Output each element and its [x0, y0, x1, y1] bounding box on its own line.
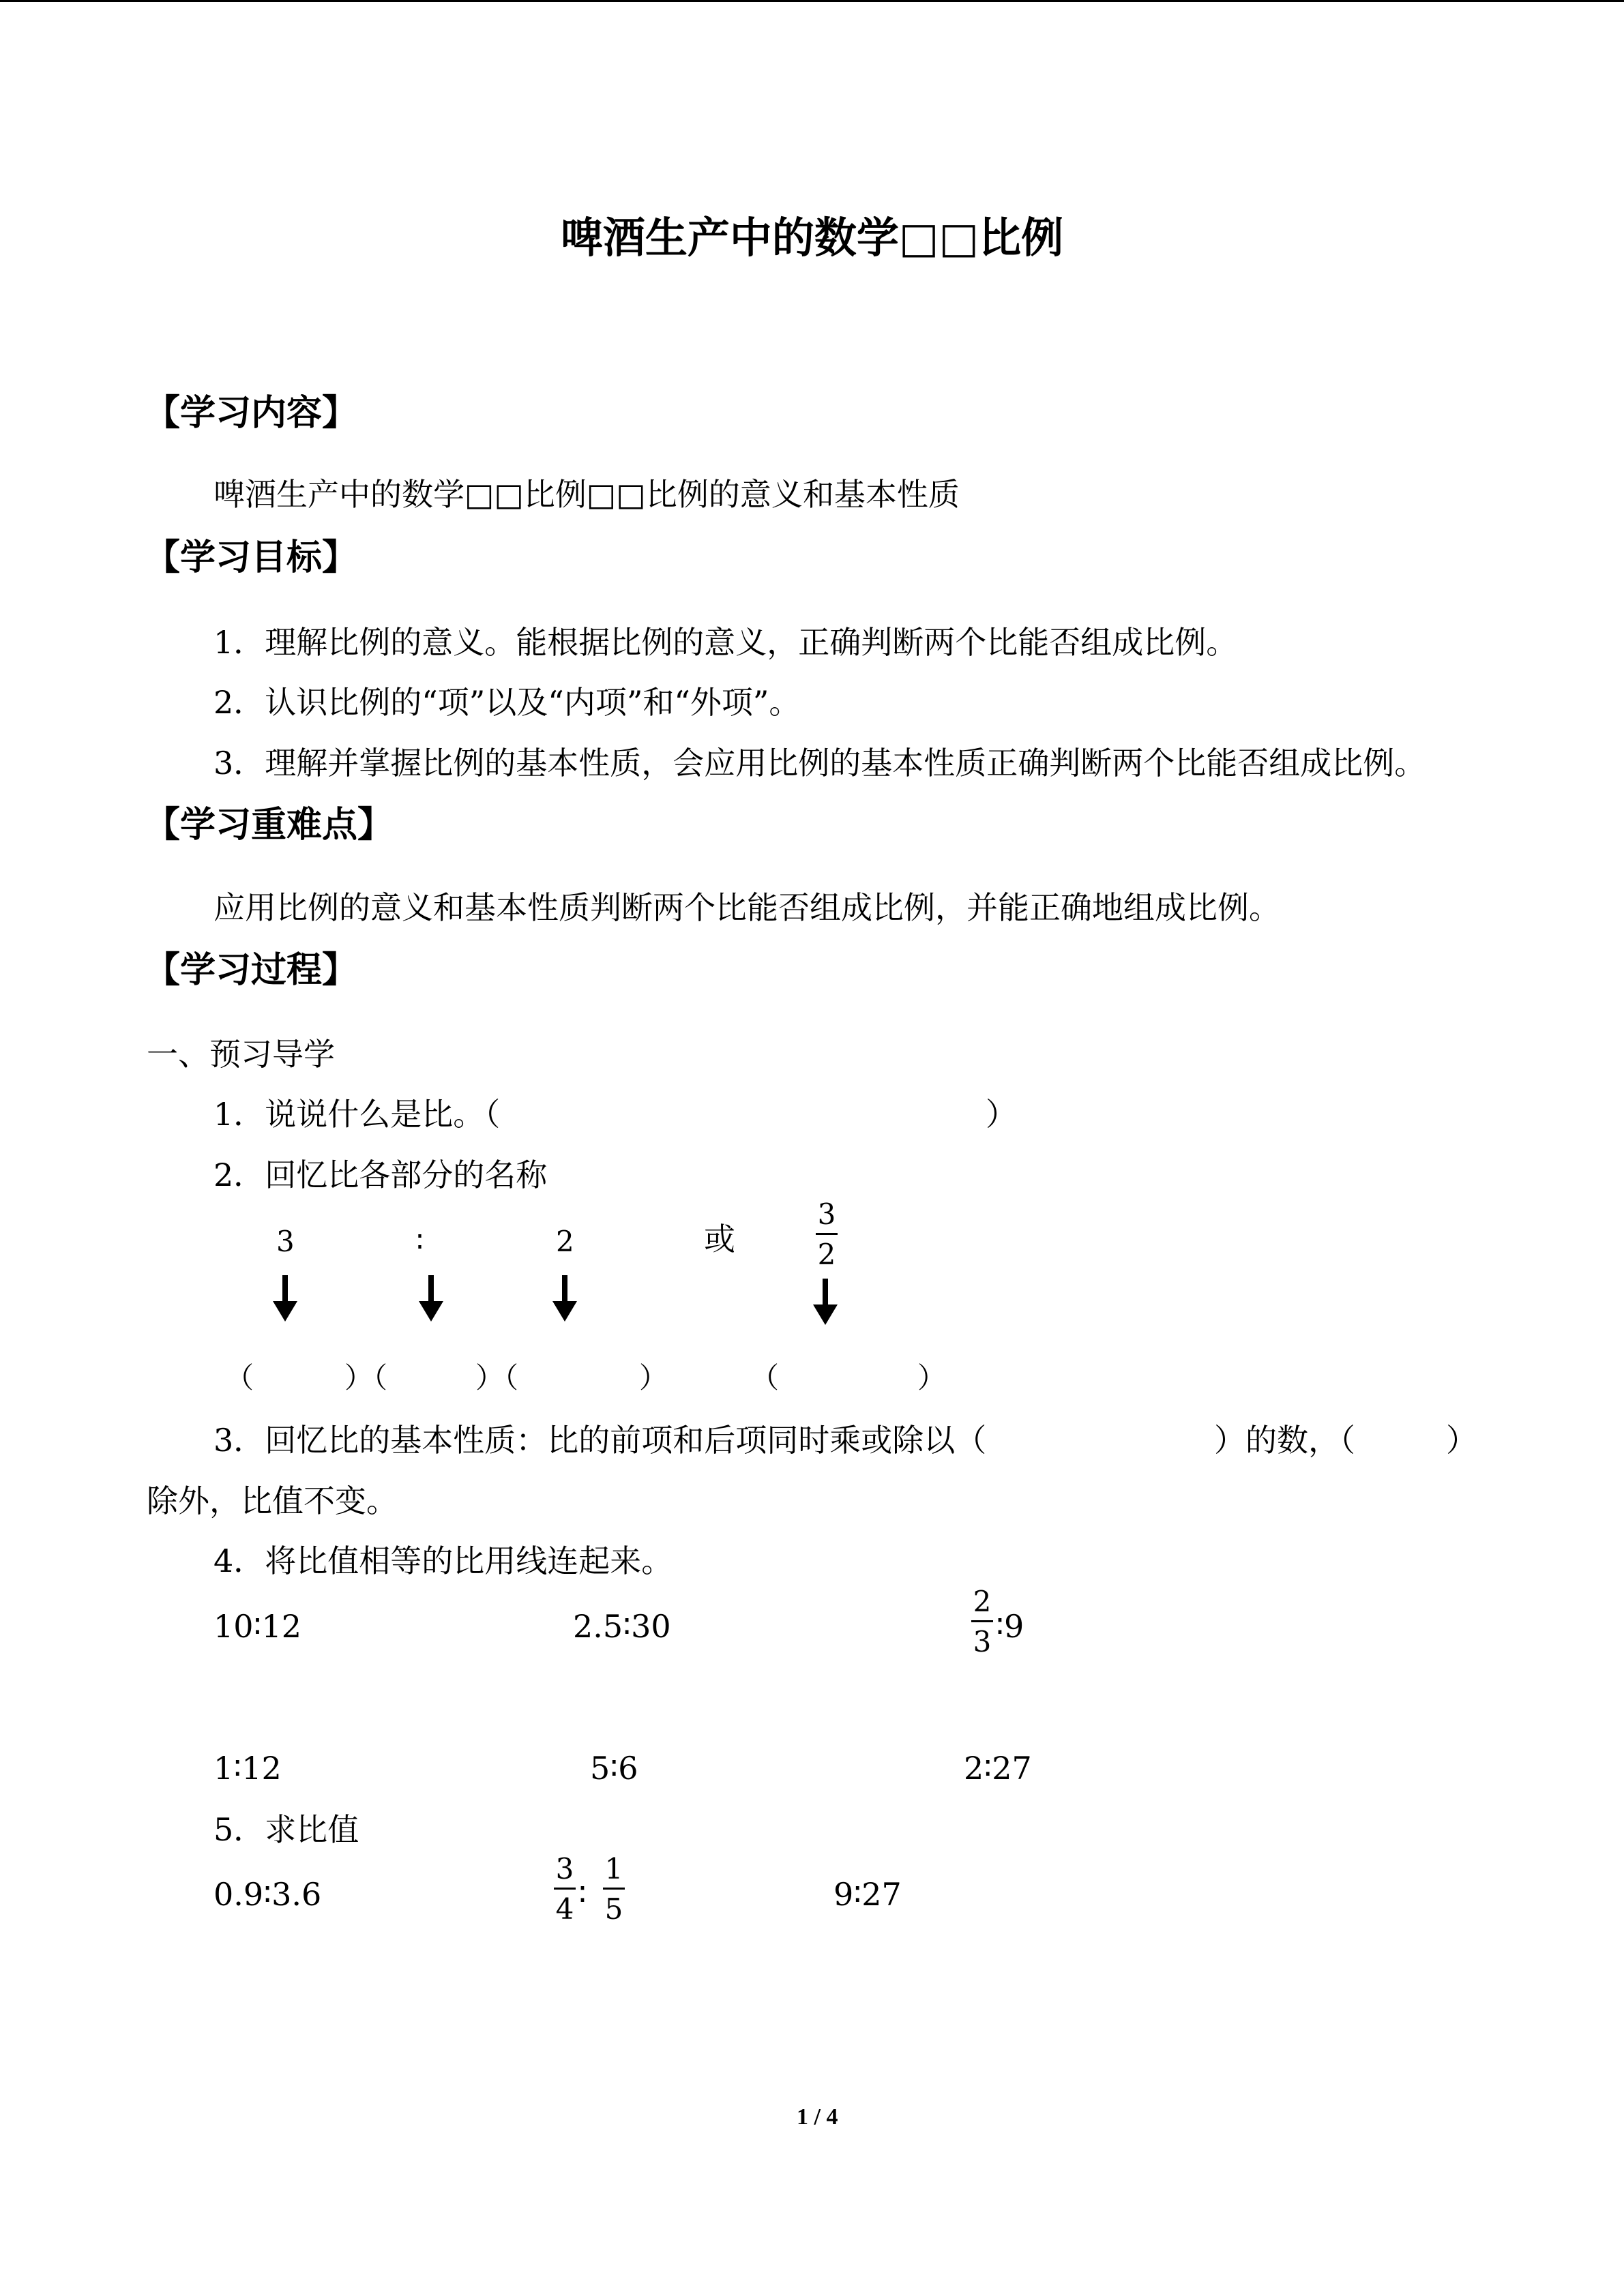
fraction-denominator: 3 [973, 1625, 992, 1658]
fraction-bar [816, 1233, 838, 1235]
q3-line1-a: 3．回忆比的基本性质：比的前项和后项同时乘或除以（ [213, 1422, 987, 1459]
q5-ratio-c: 9∶27 [833, 1876, 902, 1913]
q5-fraction-2 [603, 1852, 625, 1926]
arrow-down-icon [417, 1275, 445, 1323]
study-content-text: 啤酒生产中的数学□□比例□□比例的意义和基本性质 [213, 476, 960, 513]
blank-paren: （ [225, 1361, 254, 1395]
fraction-denominator: 4 [555, 1892, 574, 1926]
arrow-down-icon [551, 1275, 578, 1323]
heading-study-content: 【学习内容】 [145, 393, 358, 434]
ratio-first-term: 3 [276, 1225, 295, 1258]
q5-ratio-a: 0.9∶3.6 [213, 1876, 322, 1913]
q4-text: 4．将比值相等的比用线连起来。 [213, 1542, 673, 1579]
q3-line1-c: ） [1446, 1422, 1477, 1459]
q2-text: 2．回忆比各部分的名称 [213, 1157, 548, 1193]
ratio-fraction [816, 1197, 838, 1271]
blank-paren: ）（ [344, 1361, 388, 1395]
fraction-bar [554, 1888, 576, 1890]
q5-text: 5．求比值 [213, 1811, 359, 1848]
fraction-bar [971, 1620, 993, 1622]
q4-fraction [971, 1587, 993, 1656]
goal-item-2: 2．认识比例的“项”以及“内项”和“外项”。 [213, 684, 801, 721]
q1-suffix: ） [986, 1096, 1017, 1133]
heading-key-points: 【学习重难点】 [145, 805, 394, 846]
ratio-colon: ∶ [416, 1225, 424, 1258]
fraction-numerator: 3 [555, 1852, 574, 1885]
goal-item-3: 3．理解并掌握比例的基本性质，会应用比例的基本性质正确判断两个比能否组成比例。 [213, 745, 1426, 781]
q4-ratio-c1-rest: ∶9 [996, 1608, 1024, 1645]
blank-paren: ） [639, 1361, 668, 1395]
blank-paren: ） [917, 1361, 947, 1395]
q3-line2: 除外，比值不变。 [147, 1482, 398, 1519]
q4-ratio-c2: 2∶27 [964, 1750, 1032, 1787]
q4-ratio-a1: 10∶12 [213, 1608, 302, 1645]
heading-study-goals: 【学习目标】 [145, 537, 358, 578]
q5-fraction-1 [554, 1852, 576, 1926]
arrow-down-icon [812, 1279, 839, 1326]
or-label: 或 [704, 1221, 735, 1257]
fraction-numerator: 2 [973, 1585, 992, 1618]
q4-ratio-a2: 1∶12 [213, 1750, 282, 1787]
page-number: 1 / 4 [797, 2104, 838, 2130]
fraction-numerator: 3 [817, 1197, 836, 1231]
ratio-second-term: 2 [556, 1225, 574, 1258]
goal-item-1: 1．理解比例的意义。能根据比例的意义，正确判断两个比能否组成比例。 [213, 624, 1238, 661]
q1-answer-blank[interactable] [518, 1099, 982, 1133]
q3-line1-b: ）的数，（ [1214, 1422, 1355, 1459]
arrow-down-icon [271, 1275, 299, 1323]
q5-fraction-colon: ∶ [578, 1876, 587, 1913]
q1-prefix: 1．说说什么是比。（ [213, 1096, 501, 1133]
blank-paren: （ [750, 1361, 780, 1395]
key-points-text: 应用比例的意义和基本性质判断两个比能否组成比例，并能正确地组成比例。 [213, 889, 1280, 926]
fraction-numerator: 1 [604, 1852, 623, 1885]
fraction-denominator: 2 [817, 1238, 836, 1271]
part1-title: 一、预习导学 [147, 1036, 335, 1073]
page-title: 啤酒生产中的数学□□比例 [560, 213, 1064, 263]
heading-study-process: 【学习过程】 [145, 950, 358, 991]
q4-ratio-b1: 2.5∶30 [573, 1608, 671, 1645]
top-rule [0, 0, 1624, 2]
blank-paren: ）（ [475, 1361, 519, 1395]
fraction-bar [603, 1888, 625, 1890]
q4-ratio-b2: 5∶6 [590, 1750, 638, 1787]
fraction-denominator: 5 [604, 1892, 623, 1926]
